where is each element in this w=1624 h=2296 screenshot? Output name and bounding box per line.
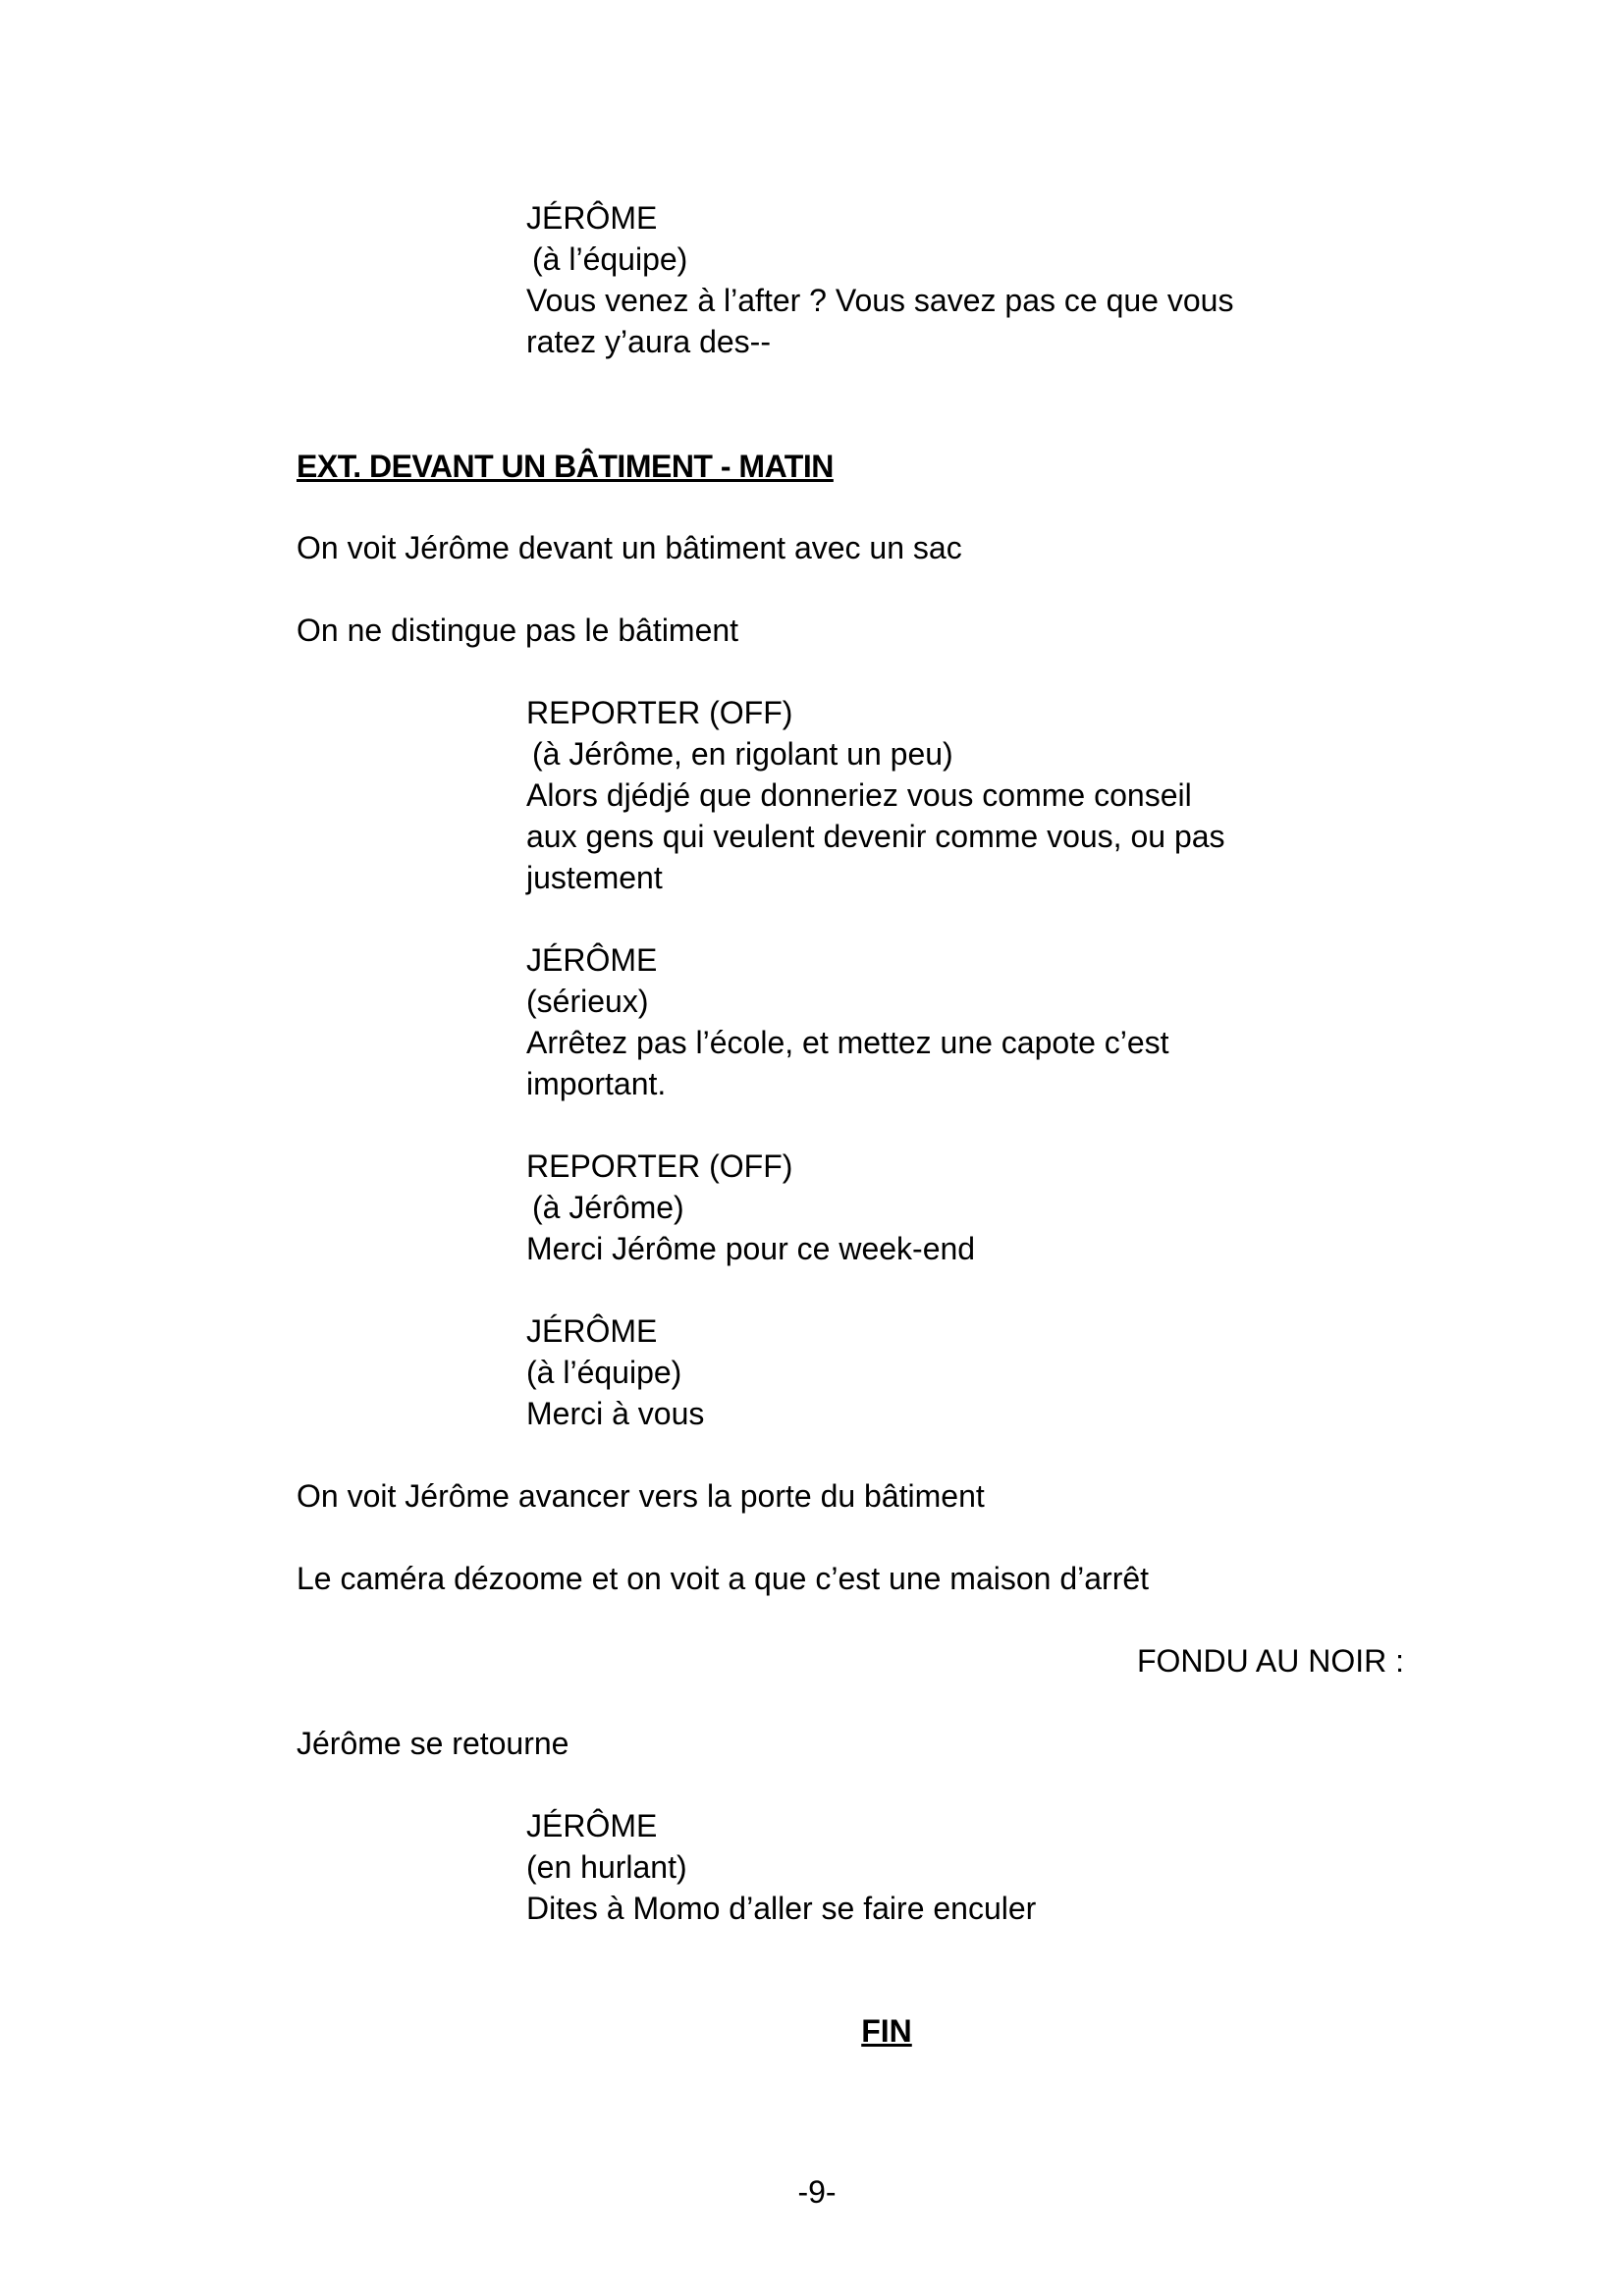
character-name: JÉRÔME xyxy=(526,942,658,978)
dialogue-line: Merci Jérôme pour ce week-end xyxy=(526,1231,976,1266)
action-line: On voit Jérôme avancer vers la porte du bâtiment xyxy=(297,1478,985,1514)
parenthetical: (sérieux) xyxy=(526,984,649,1019)
character-name: REPORTER (OFF) xyxy=(526,695,793,730)
action-line: Le caméra dézoome et on voit a que c’est une maison d’arrêt xyxy=(297,1561,1150,1596)
dialogue-line: Merci à vous xyxy=(526,1396,705,1431)
action-line: On voit Jérôme devant un bâtiment avec un sac xyxy=(297,530,962,565)
scene-heading: EXT. DEVANT UN BÂTIMENT - MATIN xyxy=(297,449,834,484)
dialogue-line: important. xyxy=(526,1066,667,1101)
parenthetical: (à Jérôme, en rigolant un peu) xyxy=(532,736,953,772)
character-name: JÉRÔME xyxy=(526,1808,658,1843)
end-marker: FIN xyxy=(861,2013,912,2049)
dialogue-line: justement xyxy=(526,860,663,895)
dialogue-line: Dites à Momo d’aller se faire enculer xyxy=(526,1891,1037,1926)
page-number: -9- xyxy=(797,2174,837,2210)
dialogue-line: ratez y’aura des-- xyxy=(526,324,771,359)
parenthetical: (en hurlant) xyxy=(526,1849,687,1885)
dialogue-line: aux gens qui veulent devenir comme vous, ou pas xyxy=(526,819,1225,854)
character-name: REPORTER (OFF) xyxy=(526,1148,793,1184)
parenthetical: (à l’équipe) xyxy=(526,1355,682,1390)
dialogue-line: Alors djédjé que donneriez vous comme conseil xyxy=(526,777,1192,813)
transition: FONDU AU NOIR : xyxy=(1136,1643,1404,1679)
dialogue-line: Arrêtez pas l’école, et mettez une capote c’est xyxy=(526,1025,1169,1060)
character-name: JÉRÔME xyxy=(526,200,658,236)
parenthetical: (à Jérôme) xyxy=(532,1190,684,1225)
parenthetical: (à l’équipe) xyxy=(532,241,688,277)
dialogue-line: Vous venez à l’after ? Vous savez pas ce que vous xyxy=(526,283,1234,318)
action-line: On ne distingue pas le bâtiment xyxy=(297,613,739,648)
action-line: Jérôme se retourne xyxy=(297,1726,569,1761)
character-name: JÉRÔME xyxy=(526,1313,658,1349)
